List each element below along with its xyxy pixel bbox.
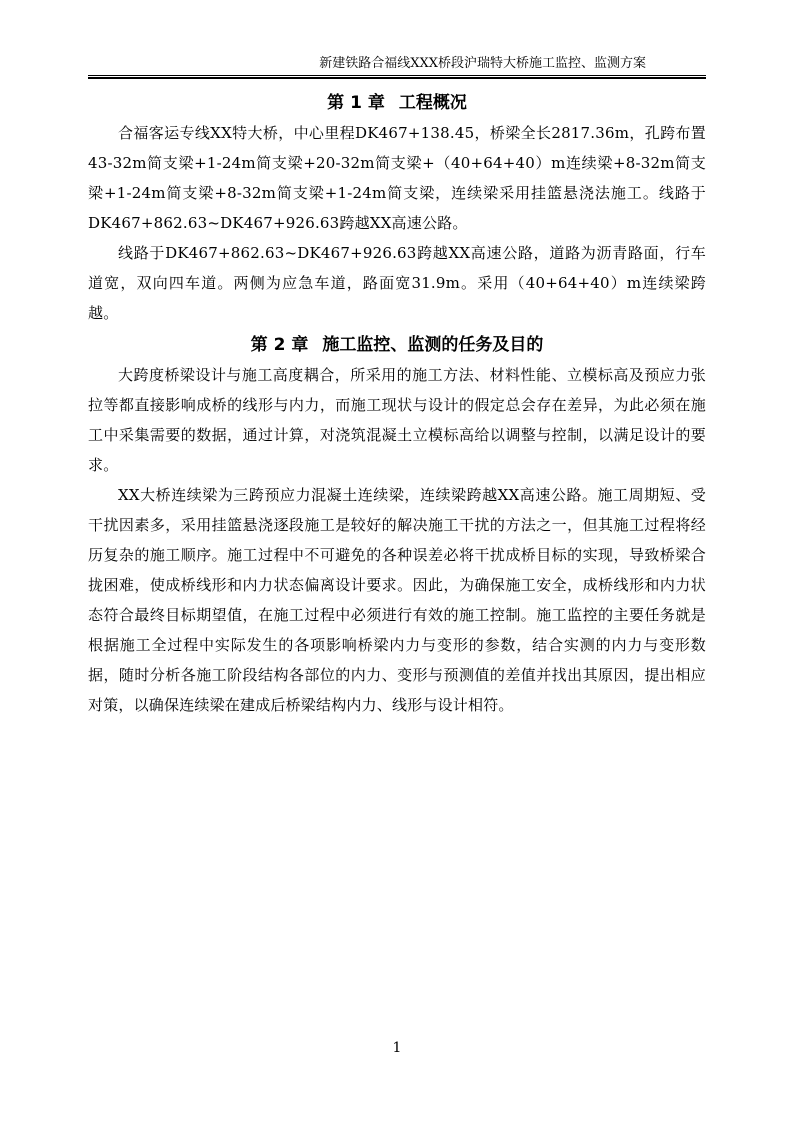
chapter-2-paragraph-1: 大跨度桥梁设计与施工高度耦合，所采用的施工方法、材料性能、立模标高及预应力张拉等都直接影响成桥的线形与内力，而施工现状与设计的假定总会存在差异，为此必须在施工中采集需要的数据，通过计算，对浇筑混凝土立模标高给以调整与控制，以满足设计的要求。 — [88, 366, 706, 474]
chapter-1-paragraph-1: 合福客运专线XX特大桥，中心里程DK467+138.45，桥梁全长2817.36m，孔跨布置43-32m简支梁+1-24m简支梁+20-32m简支梁+（40+64+40）m连续梁+8-32m简支梁+1-24m简支梁+8-32m简支梁+1-24m简支梁，连续梁采用挂篮悬浇法施工。线路于DK467+862.63~DK467+926.63跨越XX高速公路。 — [88, 124, 706, 232]
running-header — [88, 52, 706, 76]
chapter-2-number: 第 2 章 — [250, 335, 309, 355]
chapter-1-number: 第 1 章 — [327, 93, 385, 113]
chapter-2-heading — [88, 330, 706, 360]
chapter-2-paragraph-2: XX大桥连续梁为三跨预应力混凝土连续梁，连续梁跨越XX高速公路。施工周期短、受干扰因素多，采用挂篮悬浇逐段施工是较好的解决施工干扰的方法之一，但其施工过程将经历复杂的施工顺序。施工过程中不可避免的各种误差必将干扰成桥目标的实现，导致桥梁合拢困难，使成桥线形和内力状态偏离设计要求。因此，为确保施工安全，成桥线形和内力状态符合最终目标期望值，在施工过程中必须进行有效的施工控制。施工监控的主要任务就是根据施工全过程中实际发生的各项影响桥梁内力与变形的参数，结合实测的内力与变形数据，随时分析各施工阶段结构各部位的内力、变形与预测值的差值并找出其原因，提出相应对策，以确保连续梁在建成后桥梁结构内力、线形与设计相符。 — [88, 486, 706, 714]
chapter-1-heading — [88, 88, 706, 118]
page-number: 1 — [392, 1040, 402, 1056]
chapter-1-paragraph-2: 线路于DK467+862.63~DK467+926.63跨越XX高速公路，道路为沥青路面，行车道宽，双向四车道。两侧为应急车道，路面宽31.9m。采用（40+64+40）m连续梁跨越。 — [88, 244, 706, 322]
header-title: 新建铁路合福线XXX桥段沪瑞特大桥施工监控、监测方案 — [319, 56, 646, 71]
chapter-2-title: 施工监控、监测的任务及目的 — [322, 335, 544, 355]
document-body — [88, 88, 706, 720]
chapter-1-title: 工程概况 — [398, 93, 467, 113]
